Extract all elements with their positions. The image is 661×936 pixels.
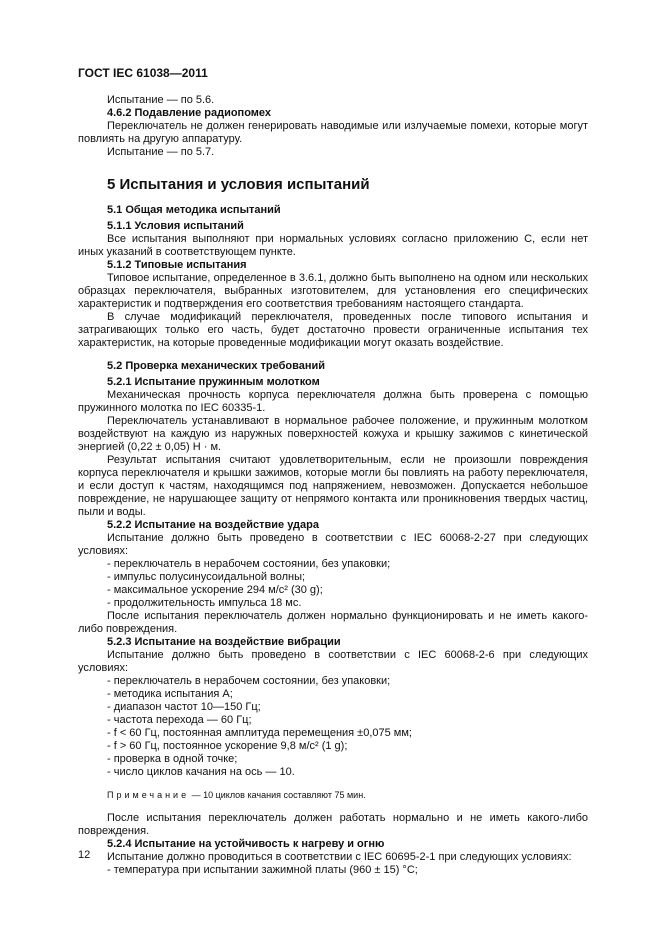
document-body [78, 94, 588, 877]
list-item: - проверка в одной точке; [107, 753, 238, 765]
list-item: - методика испытания А; [107, 688, 233, 700]
list-item: - импульс полусинусоидальной волны; [107, 571, 306, 583]
list-item: - частота перехода — 60 Гц; [107, 714, 252, 726]
page-number: 12 [78, 849, 91, 861]
list-item: - f < 60 Гц, постоянная амплитуда перемещения ±0,075 мм; [107, 727, 412, 739]
paragraph: В случае модификаций переключателя, проведенных после типового испытания и затрагивающих только его часть, будет достаточно провести ограниченные испытания тех характеристик, на которые проведенные модификации могут оказать воздействие. [78, 311, 588, 349]
list-item: - переключатель в нерабочем состоянии, без упаковки; [107, 558, 391, 570]
list-item: - продолжительность импульса 18 мс. [107, 597, 302, 609]
paragraph: Испытание должно быть проведено в соответствии с IEC 60068-2-6 при следующих условиях: [78, 649, 588, 674]
subsection-heading: 5.2 Проверка механических требований [107, 360, 325, 372]
paragraph: После испытания переключатель должен работать нормально и не иметь какого-либо повреждения. [78, 812, 588, 837]
clause-heading: 5.2.2 Испытание на воздействие удара [107, 519, 319, 531]
list-item: - температура при испытании зажимной платы (960 ± 15) °С; [107, 864, 418, 876]
paragraph: Переключатель устанавливают в нормальное рабочее положение, и пружинным молотком воздействуют на каждую из наружных поверхностей кожуха и крышку зажимов с кинетической энергией (0,22 ± 0,05) Н · м. [78, 415, 588, 453]
document-header: ГОСТ IEC 61038—2011 [78, 66, 208, 80]
list-item: - число циклов качания на ось — 10. [107, 766, 295, 778]
list-item: - максимальное ускорение 294 м/с² (30 g); [107, 584, 323, 596]
paragraph: Испытание — по 5.7. [107, 146, 215, 158]
note [107, 789, 588, 802]
clause-heading: 4.6.2 Подавление радиопомех [107, 107, 272, 119]
paragraph: Механическая прочность корпуса переключателя должна быть проверена с помощью пружинного молотка по IEC 60335-1. [78, 389, 588, 414]
paragraph: Все испытания выполняют при нормальных условиях согласно приложению С, если нет иных указаний в соответствующем пункте. [78, 233, 588, 258]
list-item: - f > 60 Гц, постоянное ускорение 9,8 м/с² (1 g); [107, 740, 348, 752]
note-text: — 10 циклов качания составляют 75 мин. [189, 790, 366, 800]
subsection-heading: 5.1 Общая методика испытаний [107, 204, 281, 216]
paragraph: После испытания переключатель должен нормально функционировать и не иметь какого-либо повреждения. [78, 610, 588, 635]
paragraph: Испытание должно быть проведено в соответствии с IEC 60068-2-27 при следующих условиях: [78, 532, 588, 557]
paragraph: Испытание — по 5.6. [107, 94, 215, 106]
section-heading: 5 Испытания и условия испытаний [107, 176, 370, 193]
paragraph: Испытание должно проводиться в соответствии с IEC 60695-2-1 при следующих условиях: [107, 851, 572, 863]
note-label: Примечание [107, 790, 190, 800]
clause-heading: 5.2.1 Испытание пружинным молотком [107, 376, 320, 388]
list-item: - диапазон частот 10—150 Гц; [107, 701, 261, 713]
clause-heading: 5.2.3 Испытание на воздействие вибрации [107, 636, 341, 648]
clause-heading: 5.1.1 Условия испытаний [107, 220, 244, 232]
paragraph: Переключатель не должен генерировать наводимые или излучаемые помехи, которые могут повлиять на другую аппаратуру. [78, 120, 588, 145]
list-item: - переключатель в нерабочем состоянии, без упаковки; [107, 675, 391, 687]
paragraph: Типовое испытание, определенное в 3.6.1, должно быть выполнено на одном или нескольких образцах переключателя, выбранных изготовителем, для установления его специфических характеристик и подтверждения его соответствия требованиям настоящего стандарта. [78, 272, 588, 310]
clause-heading: 5.1.2 Типовые испытания [107, 259, 247, 271]
clause-heading: 5.2.4 Испытание на устойчивость к нагреву и огню [107, 838, 385, 850]
paragraph: Результат испытания считают удовлетворительным, если не произошли повреждения корпуса переключателя и крышки зажимов, которые могли бы повлиять на работу переключателя, и если доступ к частям, находящимся под напряжением, невозможен. Допускается небольшое повреждение, не нарушающее защиту от непрямого контакта или проникновения твердых частиц, пыли и воды. [78, 454, 588, 518]
